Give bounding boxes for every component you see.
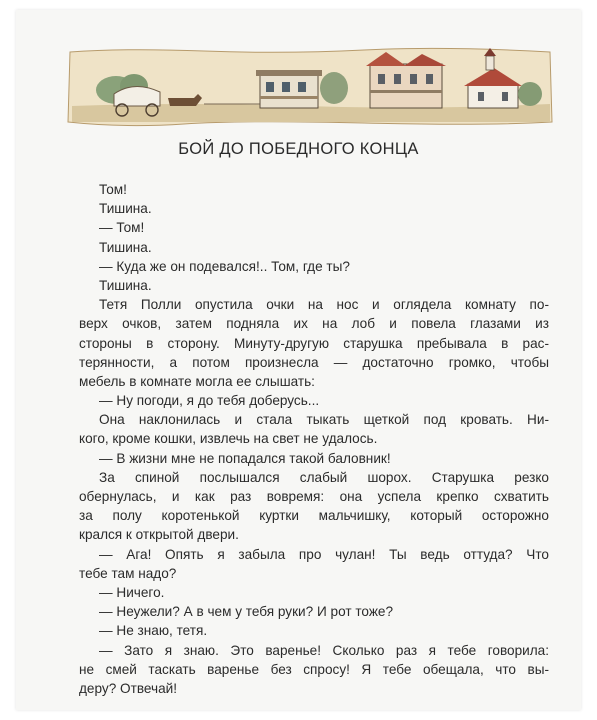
text-line: — Ага! Опять я забыла про чулан! Ты ведь оттуда? Что (99, 546, 549, 562)
text-line: за полу коротенькой куртки мальчишку, который осторожно (79, 508, 549, 524)
text-line: тебе там надо? (79, 565, 177, 581)
text-line: — Том! (99, 220, 145, 236)
text-line: — Ну погоди, я до тебя доберусь... (99, 393, 320, 409)
text-line: — В жизни мне не попадался такой баловник! (99, 450, 391, 466)
text-line: — Ничего. (99, 584, 165, 600)
text-line: За спиной послышался слабый шорох. Старушка резко (99, 469, 549, 485)
text-line: Тишина. (99, 277, 152, 293)
text-line: кого, кроме кошки, извлечь на свет не удалось. (79, 431, 378, 447)
text-line: терянности, а потом произнесла — достаточно громко, чтобы (79, 354, 549, 370)
text-line: верх очков, затем подняла их на лоб и повела глазами из (79, 316, 549, 332)
chapter-title: БОЙ ДО ПОБЕДНОГО КОНЦА (178, 140, 419, 158)
text-line: обернулась, и как раз вовремя: она успела крепко схватить (79, 489, 549, 504)
text-line: стороны в сторону. Минуту-другую старушка пребывала в рас- (79, 335, 549, 351)
text-line: — Не знаю, тетя. (99, 623, 208, 639)
body-text (79, 180, 549, 698)
text-line: Том! (99, 182, 127, 197)
text-line: Тишина. (99, 239, 152, 255)
text-line: крался к открытой двери. (79, 527, 239, 543)
text-line: — Зато я знаю. Это варенье! Сколько раз я тебе говорила: (99, 642, 549, 658)
text-line: деру? Отвечай! (79, 680, 178, 696)
text-line: мебель в комнате могла ее слышать: (79, 373, 315, 389)
text-line: Тишина. (99, 201, 152, 217)
text-line: Тетя Полли опустила очки на нос и оглядела комнату по- (99, 297, 549, 313)
chapter-illustration (64, 46, 556, 128)
text-line: — Неужели? А в чем у тебя руки? И рот тоже? (99, 604, 394, 620)
text-line: Она наклонилась и стала тыкать щеткой под кровать. Ни- (99, 412, 549, 428)
text-line: не смей таскать варенье без спросу! Я тебе обещала, что вы- (79, 661, 549, 677)
book-page (16, 10, 581, 710)
text-line: — Куда же он подевался!.. Том, где ты? (99, 258, 350, 274)
